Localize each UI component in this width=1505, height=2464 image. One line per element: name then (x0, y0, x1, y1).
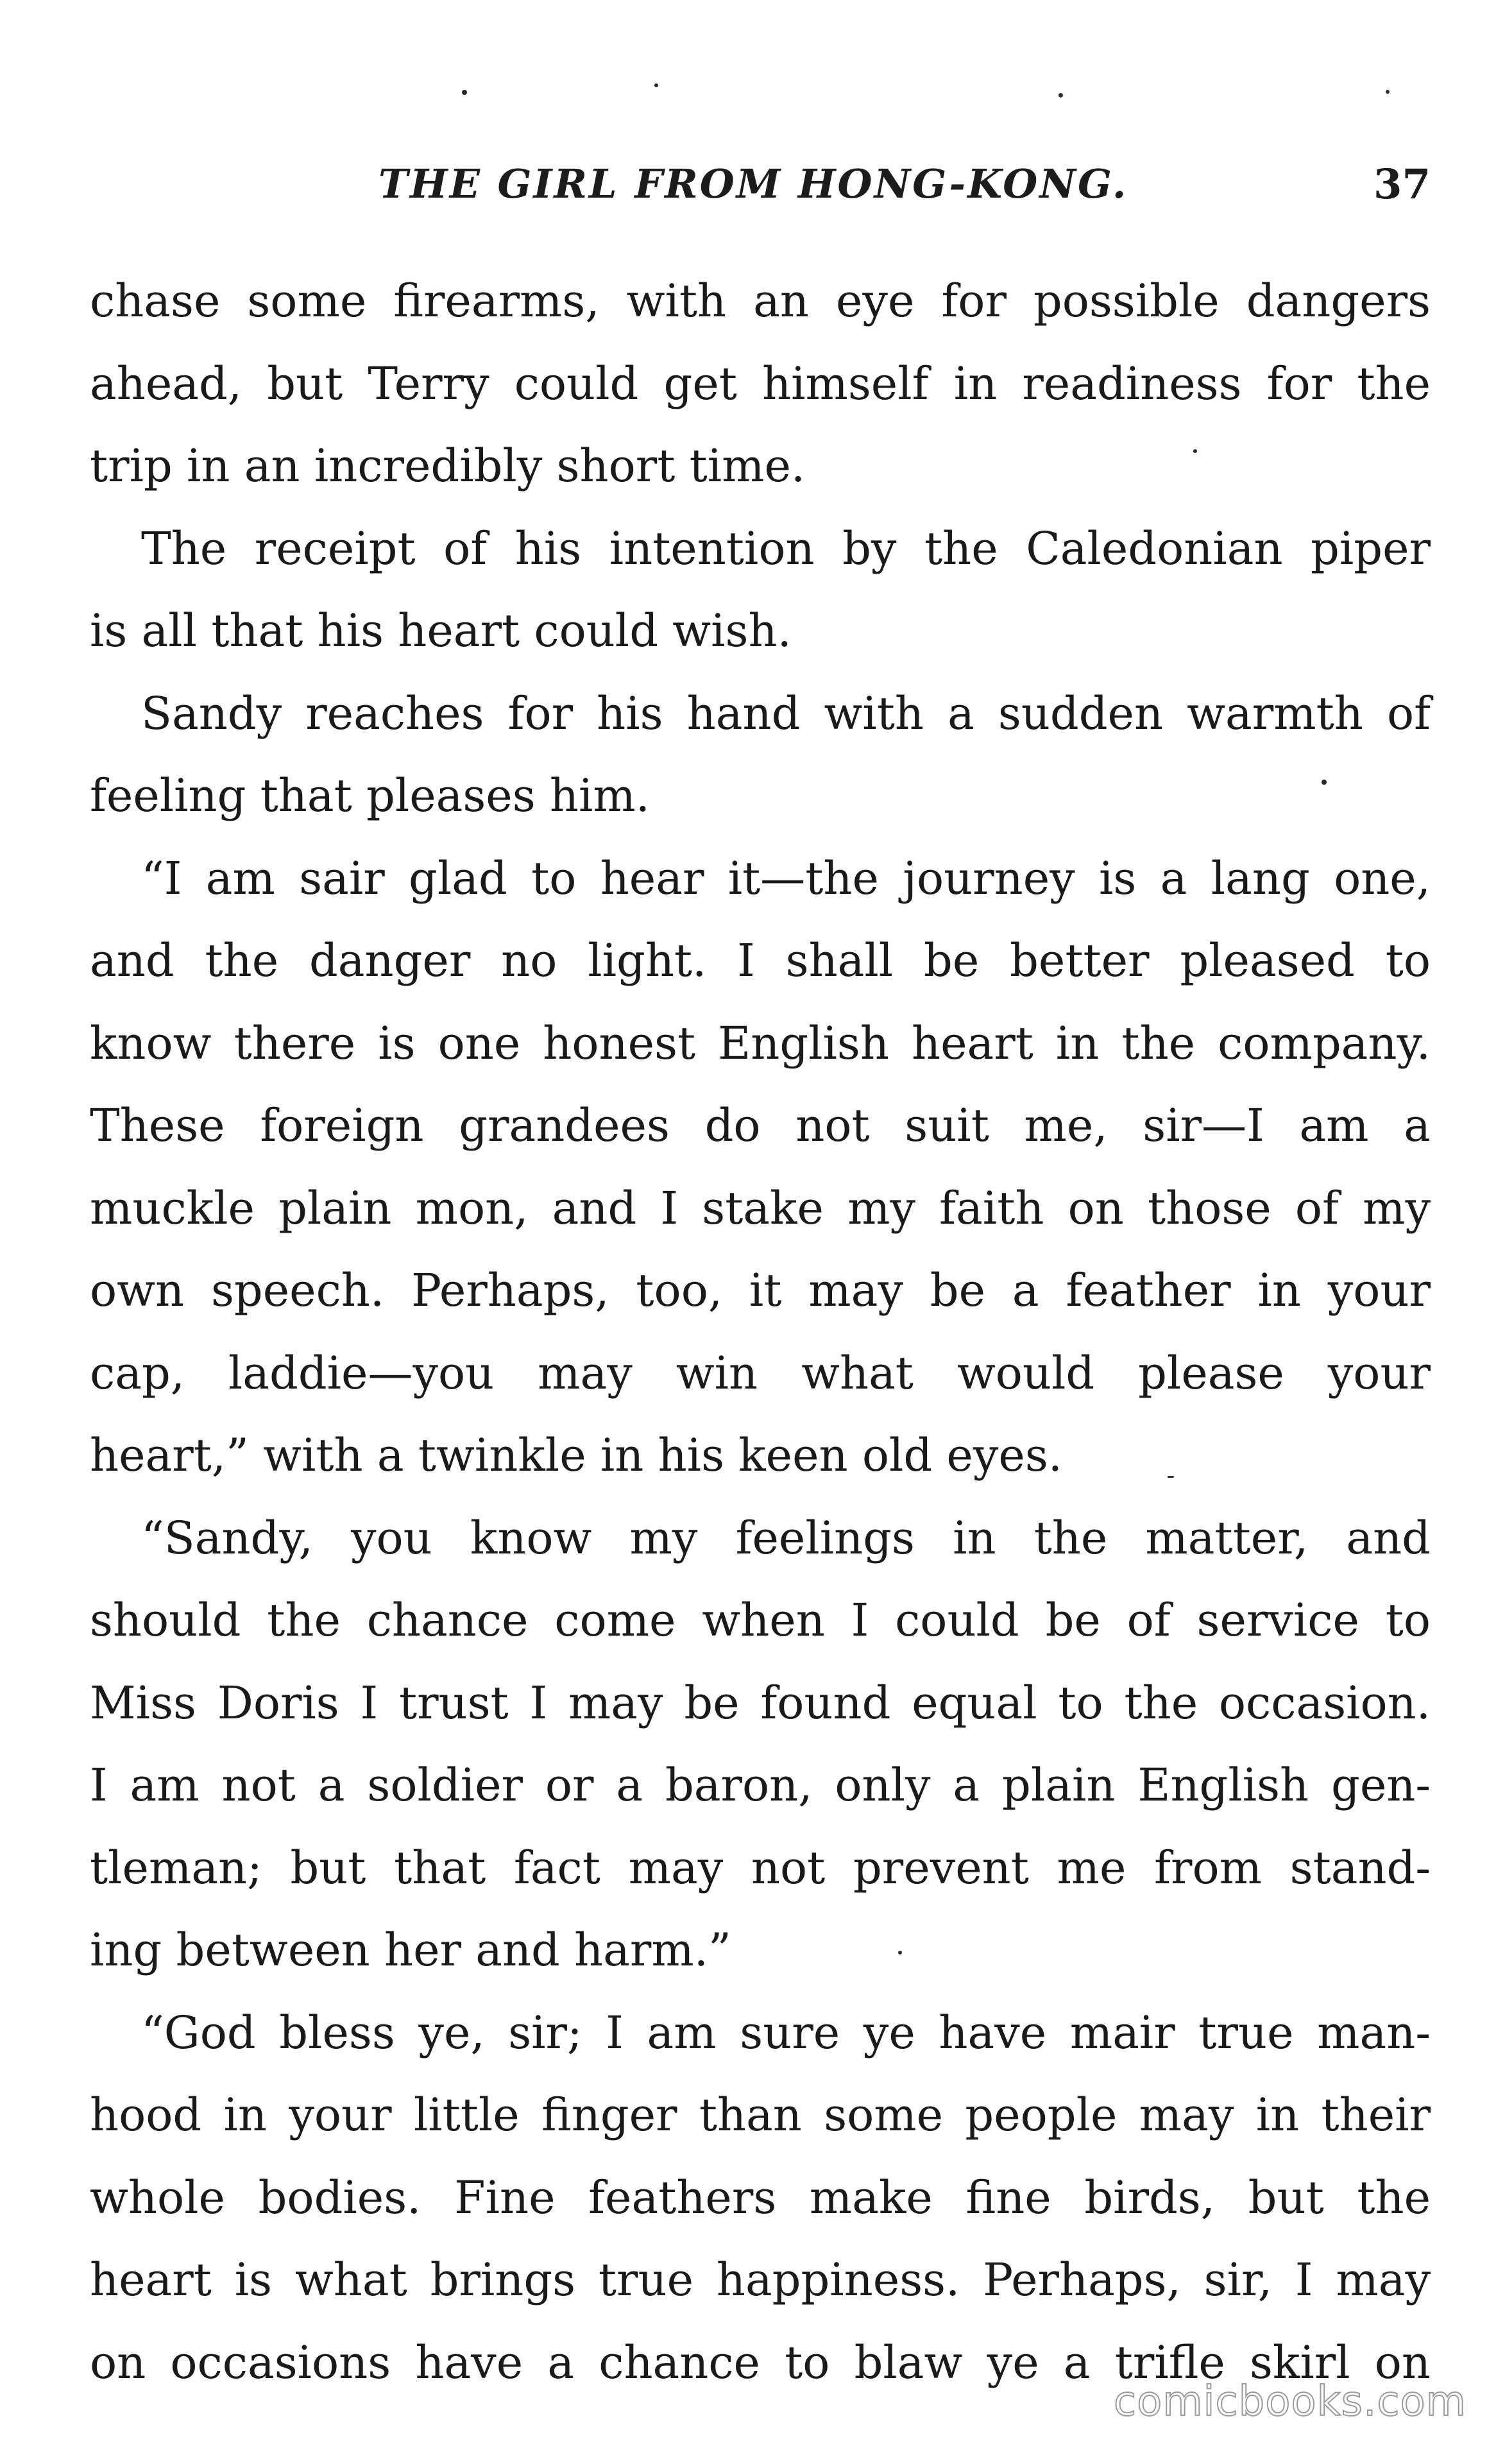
text-line: know there is one honest English heart in the company. (90, 1016, 1431, 1070)
paragraph-start-line: The receipt of his intention by the Caledonian piper (141, 522, 1431, 575)
paragraph-start-line: Sandy reaches for his hand with a sudden warmth of (141, 687, 1431, 740)
text-line: chase some firearms, with an eye for possible dangers (90, 275, 1431, 327)
scan-speck (898, 1951, 902, 1955)
running-title: THE GIRL FROM HONG-KONG. (378, 160, 1128, 207)
text-line: muckle plain mon, and I stake my faith on those of my (90, 1181, 1431, 1235)
page-header (90, 160, 1431, 218)
scan-speck (462, 90, 467, 95)
paragraph-start-line: “Sandy, you know my feelings in the matter, and (141, 1511, 1431, 1564)
text-line: on occasions have a chance to blaw ye a trifle skirl on (90, 2336, 1431, 2389)
scan-speck (1386, 90, 1390, 94)
scan-speck (1168, 1476, 1174, 1478)
text-line: is all that his heart could wish. (90, 604, 792, 657)
text-line: heart is what brings true happiness. Perhaps, sir, I may (90, 2254, 1431, 2306)
scan-speck (1193, 449, 1197, 453)
text-line: These foreign grandees do not suit me, sir—I am a (90, 1099, 1431, 1152)
page-number: 37 (1373, 160, 1431, 209)
scan-speck (1059, 93, 1063, 98)
watermark: comicbooks.com (1113, 2378, 1467, 2426)
body-text (90, 260, 1431, 2404)
text-line: Miss Doris I trust I may be found equal to the occasion. (90, 1676, 1431, 1729)
text-line: ing between her and harm.” (90, 1924, 731, 1976)
text-line: and the danger no light. I shall be better pleased to (90, 934, 1431, 987)
scan-speck (654, 83, 658, 87)
text-line: hood in your little finger than some people may in their (90, 2089, 1431, 2141)
paragraph-start-line: “God bless ye, sir; I am sure ye have mair true man- (141, 2006, 1431, 2059)
text-line: own speech. Perhaps, too, it may be a feather in your (90, 1264, 1431, 1317)
text-line: ahead, but Terry could get himself in readiness for the (90, 357, 1431, 410)
text-line: feeling that pleases him. (90, 769, 650, 822)
text-line: heart,” with a twinkle in his keen old eyes. (90, 1429, 1063, 1482)
text-line: tleman; but that fact may not prevent me from stand- (90, 1841, 1431, 1894)
text-line: cap, laddie—you may win what would please your (90, 1346, 1431, 1399)
paragraph-start-line: “I am sair glad to hear it—the journey is a lang one, (141, 851, 1431, 905)
text-line: trip in an incredibly short time. (90, 440, 806, 492)
scan-speck (1322, 780, 1327, 785)
text-line: should the chance come when I could be of service to (90, 1594, 1431, 1647)
text-line: I am not a soldier or a baron, only a plain English gen- (90, 1759, 1431, 1811)
text-line: whole bodies. Fine feathers make fine birds, but the (90, 2171, 1431, 2224)
